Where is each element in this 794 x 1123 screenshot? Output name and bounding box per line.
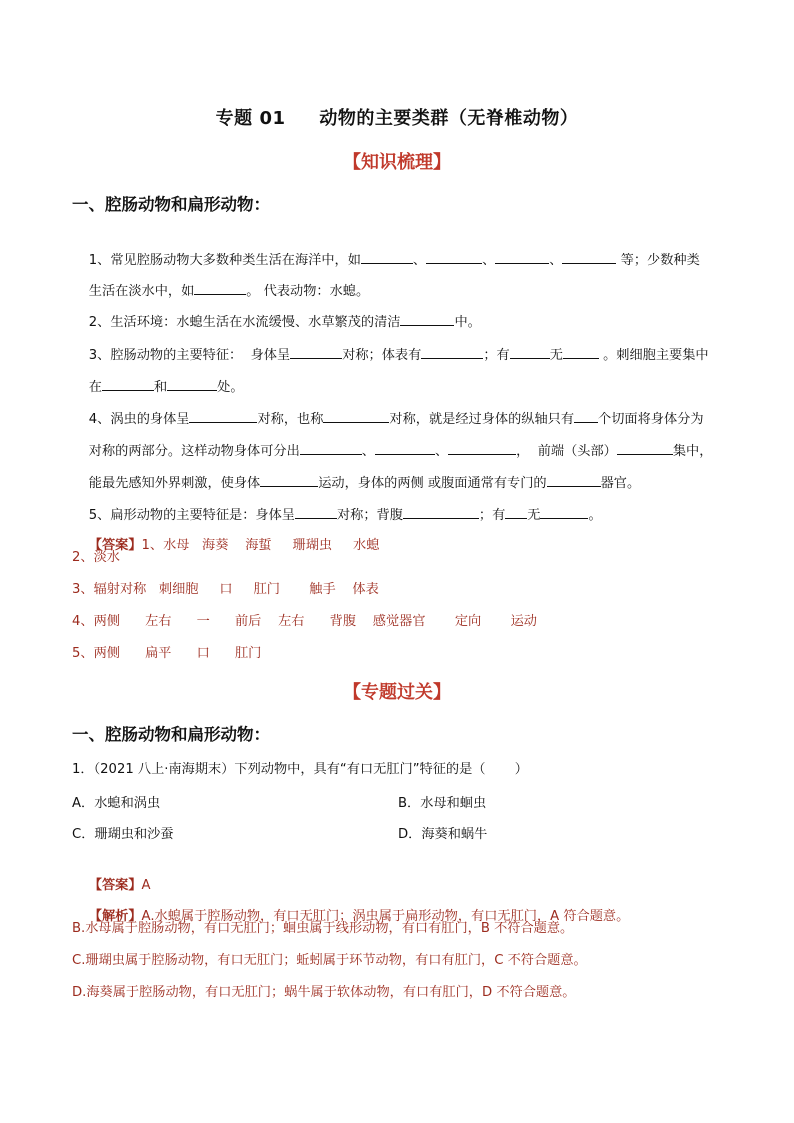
blank <box>495 250 549 264</box>
mcq-analysis-4: D.海葵属于腔肠动物，有口无肛门；蜗牛属于软体动物，有口有肛门，D 不符合题意。 <box>72 985 576 1000</box>
mcq-analysis-1: 【解析】A.水螅属于腔肠动物，有口无肛门；涡虫属于扁形动物，有口无肛门，A 符合题意。 <box>88 909 630 924</box>
page-title: 专题 01 动物的主要类群（无脊椎动物） <box>215 108 579 129</box>
blank <box>563 345 599 359</box>
blank <box>510 345 550 359</box>
question-4-line-2: 对称的两部分。这样动物身体可分出 、 、 ， 前端（头部） 集中， <box>72 421 712 482</box>
question-1-line-1: 1、常见腔肠动物大多数种类生活在海洋中，如 、 、 、 等；少数种类 <box>72 230 700 291</box>
answer-line-4: 4、两侧 左右 一 前后 左右 背腹 感觉器官 定向 运动 <box>72 614 537 629</box>
mcq-analysis-3: C.珊瑚虫属于腔肠动物，有口无肛门；蚯蚓属于环节动物，有口有肛门，C 不符合题意。 <box>72 953 587 968</box>
blank <box>540 505 588 519</box>
answer-line-2: 2、淡水 <box>72 550 120 565</box>
answer-line-5: 5、两侧 扁平 口 肛门 <box>72 646 262 661</box>
blank <box>400 312 454 326</box>
blank <box>290 345 342 359</box>
question-3-line-2: 在 和 处。 <box>72 357 244 418</box>
question-1-line-2: 生活在淡水中，如 。 代表动物：水螅。 <box>72 261 369 322</box>
blank <box>403 505 479 519</box>
heading-cnidaria-flatworms-2: 一、腔肠动物和扁形动物： <box>72 725 270 744</box>
question-3-line-1: 3、腔肠动物的主要特征： 身体呈 对称；体表有 ；有 无 。刺细胞主要集中 <box>72 325 709 386</box>
question-2: 2、生活环境：水螅生活在水流缓慢、水草繁茂的清洁 中。 <box>72 292 481 353</box>
mcq-option-d: D．海葵和蜗牛 <box>398 827 488 842</box>
answer-line-1: 【答案】1、水母 海葵 海蜇 珊瑚虫 水螅 <box>88 538 380 553</box>
mcq-option-a: A．水螅和涡虫 <box>72 796 161 811</box>
answer-line-3: 3、辐射对称 刺细胞 口 肛门 触手 体表 <box>72 582 379 597</box>
question-5: 5、扁形动物的主要特征是：身体呈 对称；背腹 ；有 无 。 <box>72 485 602 546</box>
mcq-option-b: B．水母和蛔虫 <box>398 796 487 811</box>
section-heading-exercises: 【专题过关】 <box>343 682 451 703</box>
mcq-option-c: C．珊瑚虫和沙蚕 <box>72 827 174 842</box>
blank <box>505 505 527 519</box>
blank <box>562 250 616 264</box>
mcq-stem: 1．（2021 八上·南海期末）下列动物中，具有“有口无肛门”特征的是（ ） <box>72 762 528 777</box>
mcq-analysis-2: B.水母属于腔肠动物，有口无肛门；蛔虫属于线形动物，有口有肛门，B 不符合题意。 <box>72 921 574 936</box>
question-4-line-3: 能最先感知外界刺激，使身体 运动，身体的两侧 或腹面通常有专门的 器官。 <box>72 453 640 514</box>
question-4-line-1: 4、涡虫的身体呈 对称，也称 对称，就是经过身体的纵轴只有 个切面将身体分为 <box>72 389 704 450</box>
blank <box>426 250 482 264</box>
heading-cnidaria-flatworms: 一、腔肠动物和扁形动物： <box>72 195 270 214</box>
answer-label: 【答案】 <box>88 538 142 553</box>
mcq-answer: 【答案】A <box>88 878 151 893</box>
section-heading-knowledge: 【知识梳理】 <box>343 152 451 173</box>
blank <box>421 345 483 359</box>
